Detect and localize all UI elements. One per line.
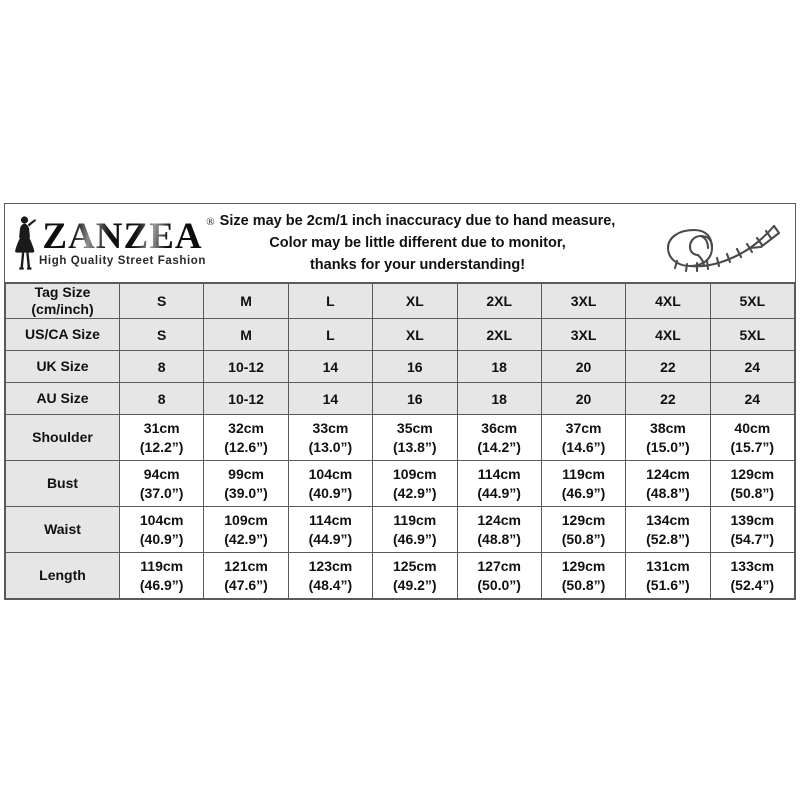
value-cm: 99cm xyxy=(228,466,264,483)
registered-trademark-icon: ® xyxy=(206,215,216,228)
cell-tag-m: M xyxy=(204,284,288,319)
cell-uk-2xl: 18 xyxy=(457,351,541,383)
value-cm: 38cm xyxy=(650,420,686,437)
value-inch: (51.6”) xyxy=(646,576,690,593)
brand-text-block xyxy=(39,215,216,268)
cell-length-5xl xyxy=(710,553,794,599)
cell-tag-l: L xyxy=(288,284,372,319)
value-cm: 104cm xyxy=(308,466,353,483)
value-cm: 104cm xyxy=(139,512,184,529)
value-cm: 134cm xyxy=(646,512,690,529)
value-inch: (50.8”) xyxy=(730,484,775,501)
cell-uk-l: 14 xyxy=(288,351,372,383)
value-inch: (13.0”) xyxy=(308,438,353,455)
cell-uk-m: 10-12 xyxy=(204,351,288,383)
value-inch: (42.9”) xyxy=(393,484,437,501)
value-inch: (12.6”) xyxy=(224,438,268,455)
cell-waist-4xl xyxy=(626,507,710,553)
value-cm: 127cm xyxy=(477,558,521,575)
value-cm: 129cm xyxy=(730,466,775,483)
row-label-waist: Waist xyxy=(6,507,120,553)
cell-usca-l: L xyxy=(288,319,372,351)
cell-shoulder-5xl xyxy=(710,415,794,461)
value-inch: (15.0”) xyxy=(646,438,690,455)
value-cm: 40cm xyxy=(734,420,771,437)
row-label-bust: Bust xyxy=(6,461,120,507)
cell-uk-4xl: 22 xyxy=(626,351,710,383)
row-label-tag-size xyxy=(6,284,120,319)
cell-usca-3xl: 3XL xyxy=(541,319,625,351)
cell-usca-s: S xyxy=(120,319,204,351)
cell-uk-3xl: 20 xyxy=(541,351,625,383)
cell-length-l xyxy=(288,553,372,599)
notice-line-3: thanks for your understanding! xyxy=(309,257,526,274)
value-inch: (46.9”) xyxy=(561,484,606,501)
value-cm: 119cm xyxy=(562,466,605,483)
cell-shoulder-m xyxy=(204,415,288,461)
size-chart-body xyxy=(6,284,795,599)
cell-bust-3xl xyxy=(541,461,625,507)
value-inch: (42.9”) xyxy=(224,530,268,547)
row-label-length: Length xyxy=(6,553,120,599)
value-inch: (37.0”) xyxy=(139,484,184,501)
cell-au-3xl: 20 xyxy=(541,383,625,415)
value-cm: 123cm xyxy=(308,558,353,575)
cell-length-m xyxy=(204,553,288,599)
cell-waist-5xl xyxy=(710,507,794,553)
table-row xyxy=(6,415,795,461)
cell-uk-xl: 16 xyxy=(373,351,457,383)
measuring-tape-illustration xyxy=(640,210,795,276)
cell-bust-m xyxy=(204,461,288,507)
cell-uk-5xl: 24 xyxy=(710,351,794,383)
cell-bust-l xyxy=(288,461,372,507)
value-cm: 129cm xyxy=(561,512,606,529)
cell-shoulder-4xl xyxy=(626,415,710,461)
cell-uk-s: 8 xyxy=(120,351,204,383)
value-cm: 121cm xyxy=(224,558,268,575)
value-cm: 114cm xyxy=(477,466,521,483)
value-cm: 32cm xyxy=(228,420,264,437)
cell-au-2xl: 18 xyxy=(457,383,541,415)
value-cm: 124cm xyxy=(646,466,690,483)
value-inch: (54.7”) xyxy=(730,530,775,547)
value-cm: 109cm xyxy=(393,466,437,483)
measurement-notice xyxy=(195,210,640,276)
row-label-line-1: Tag Size xyxy=(34,284,91,300)
size-chart-frame xyxy=(4,203,796,600)
value-cm: 31cm xyxy=(143,420,180,437)
value-inch: (49.2”) xyxy=(393,576,437,593)
value-inch: (12.2”) xyxy=(139,438,184,455)
cell-tag-xl: XL xyxy=(373,284,457,319)
value-inch: (47.6”) xyxy=(224,576,268,593)
table-row xyxy=(6,351,795,383)
value-inch: (40.9”) xyxy=(139,530,184,547)
cell-shoulder-3xl xyxy=(541,415,625,461)
value-cm: 119cm xyxy=(140,558,184,575)
cell-usca-2xl: 2XL xyxy=(457,319,541,351)
cell-shoulder-xl xyxy=(373,415,457,461)
cell-tag-3xl: 3XL xyxy=(541,284,625,319)
value-cm: 119cm xyxy=(393,512,437,529)
cell-bust-2xl xyxy=(457,461,541,507)
woman-silhouette-icon xyxy=(11,214,41,272)
value-inch: (50.8”) xyxy=(561,530,606,547)
value-inch: (46.9”) xyxy=(393,530,437,547)
value-inch: (46.9”) xyxy=(139,576,184,593)
table-row xyxy=(6,284,795,319)
value-cm: 36cm xyxy=(481,420,518,437)
cell-waist-l xyxy=(288,507,372,553)
cell-tag-2xl: 2XL xyxy=(457,284,541,319)
cell-au-5xl: 24 xyxy=(710,383,794,415)
row-label-line-2: (cm/inch) xyxy=(31,301,94,318)
notice-line-2: Color may be little different due to monitor, xyxy=(269,234,566,251)
chart-header-band xyxy=(5,204,795,283)
value-inch: (48.4”) xyxy=(308,576,353,593)
table-row xyxy=(6,553,795,599)
value-inch: (13.8”) xyxy=(393,438,437,455)
row-label-shoulder: Shoulder xyxy=(6,415,120,461)
value-inch: (48.8”) xyxy=(646,484,690,501)
cell-usca-m: M xyxy=(204,319,288,351)
value-inch: (50.8”) xyxy=(561,576,606,593)
value-inch: (44.9”) xyxy=(477,484,521,501)
cell-bust-s xyxy=(120,461,204,507)
cell-tag-5xl: 5XL xyxy=(710,284,794,319)
value-inch: (50.0”) xyxy=(477,576,521,593)
value-inch: (52.4”) xyxy=(730,576,775,593)
value-cm: 129cm xyxy=(561,558,606,575)
cell-waist-3xl xyxy=(541,507,625,553)
measuring-tape-icon xyxy=(648,210,788,276)
cell-length-2xl xyxy=(457,553,541,599)
value-inch: (44.9”) xyxy=(308,530,353,547)
cell-tag-s: S xyxy=(120,284,204,319)
cell-length-4xl xyxy=(626,553,710,599)
row-label-uk-size: UK Size xyxy=(6,351,120,383)
value-cm: 109cm xyxy=(224,512,268,529)
cell-tag-4xl: 4XL xyxy=(626,284,710,319)
cell-length-3xl xyxy=(541,553,625,599)
cell-shoulder-2xl xyxy=(457,415,541,461)
row-label-us-ca-size: US/CA Size xyxy=(6,319,120,351)
size-chart-table xyxy=(5,283,795,599)
table-row xyxy=(6,383,795,415)
cell-waist-xl xyxy=(373,507,457,553)
brand-wordmark xyxy=(42,215,216,257)
cell-waist-s xyxy=(120,507,204,553)
cell-au-xl: 16 xyxy=(373,383,457,415)
brand-logo xyxy=(5,214,216,272)
value-cm: 33cm xyxy=(312,420,349,437)
value-inch: (48.8”) xyxy=(477,530,521,547)
brand-tagline: High Quality Street Fashion xyxy=(39,255,206,268)
cell-bust-5xl xyxy=(710,461,794,507)
cell-au-s: 8 xyxy=(120,383,204,415)
value-inch: (40.9”) xyxy=(308,484,353,501)
table-row xyxy=(6,319,795,351)
cell-waist-2xl xyxy=(457,507,541,553)
cell-waist-m xyxy=(204,507,288,553)
cell-shoulder-l xyxy=(288,415,372,461)
cell-au-4xl: 22 xyxy=(626,383,710,415)
value-cm: 139cm xyxy=(730,512,775,529)
cell-usca-4xl: 4XL xyxy=(626,319,710,351)
cell-shoulder-s xyxy=(120,415,204,461)
cell-usca-5xl: 5XL xyxy=(710,319,794,351)
table-row xyxy=(6,461,795,507)
notice-line-1: Size may be 2cm/1 inch inaccuracy due to hand measure, xyxy=(219,212,616,229)
cell-au-l: 14 xyxy=(288,383,372,415)
value-cm: 114cm xyxy=(309,512,352,529)
value-cm: 131cm xyxy=(646,558,690,575)
brand-wordmark-text: ZANZEA xyxy=(42,215,203,257)
value-cm: 133cm xyxy=(730,558,775,575)
cell-usca-xl: XL xyxy=(373,319,457,351)
row-label-au-size: AU Size xyxy=(6,383,120,415)
value-inch: (39.0”) xyxy=(224,484,268,501)
value-cm: 124cm xyxy=(477,512,521,529)
value-inch: (14.6”) xyxy=(561,438,606,455)
cell-bust-xl xyxy=(373,461,457,507)
value-cm: 37cm xyxy=(565,420,602,437)
cell-bust-4xl xyxy=(626,461,710,507)
table-row xyxy=(6,507,795,553)
cell-au-m: 10-12 xyxy=(204,383,288,415)
value-cm: 125cm xyxy=(393,558,437,575)
value-inch: (14.2”) xyxy=(477,438,521,455)
value-inch: (52.8”) xyxy=(646,530,690,547)
cell-length-s xyxy=(120,553,204,599)
value-inch: (15.7”) xyxy=(730,438,775,455)
value-cm: 35cm xyxy=(396,420,433,437)
value-cm: 94cm xyxy=(143,466,180,483)
cell-length-xl xyxy=(373,553,457,599)
